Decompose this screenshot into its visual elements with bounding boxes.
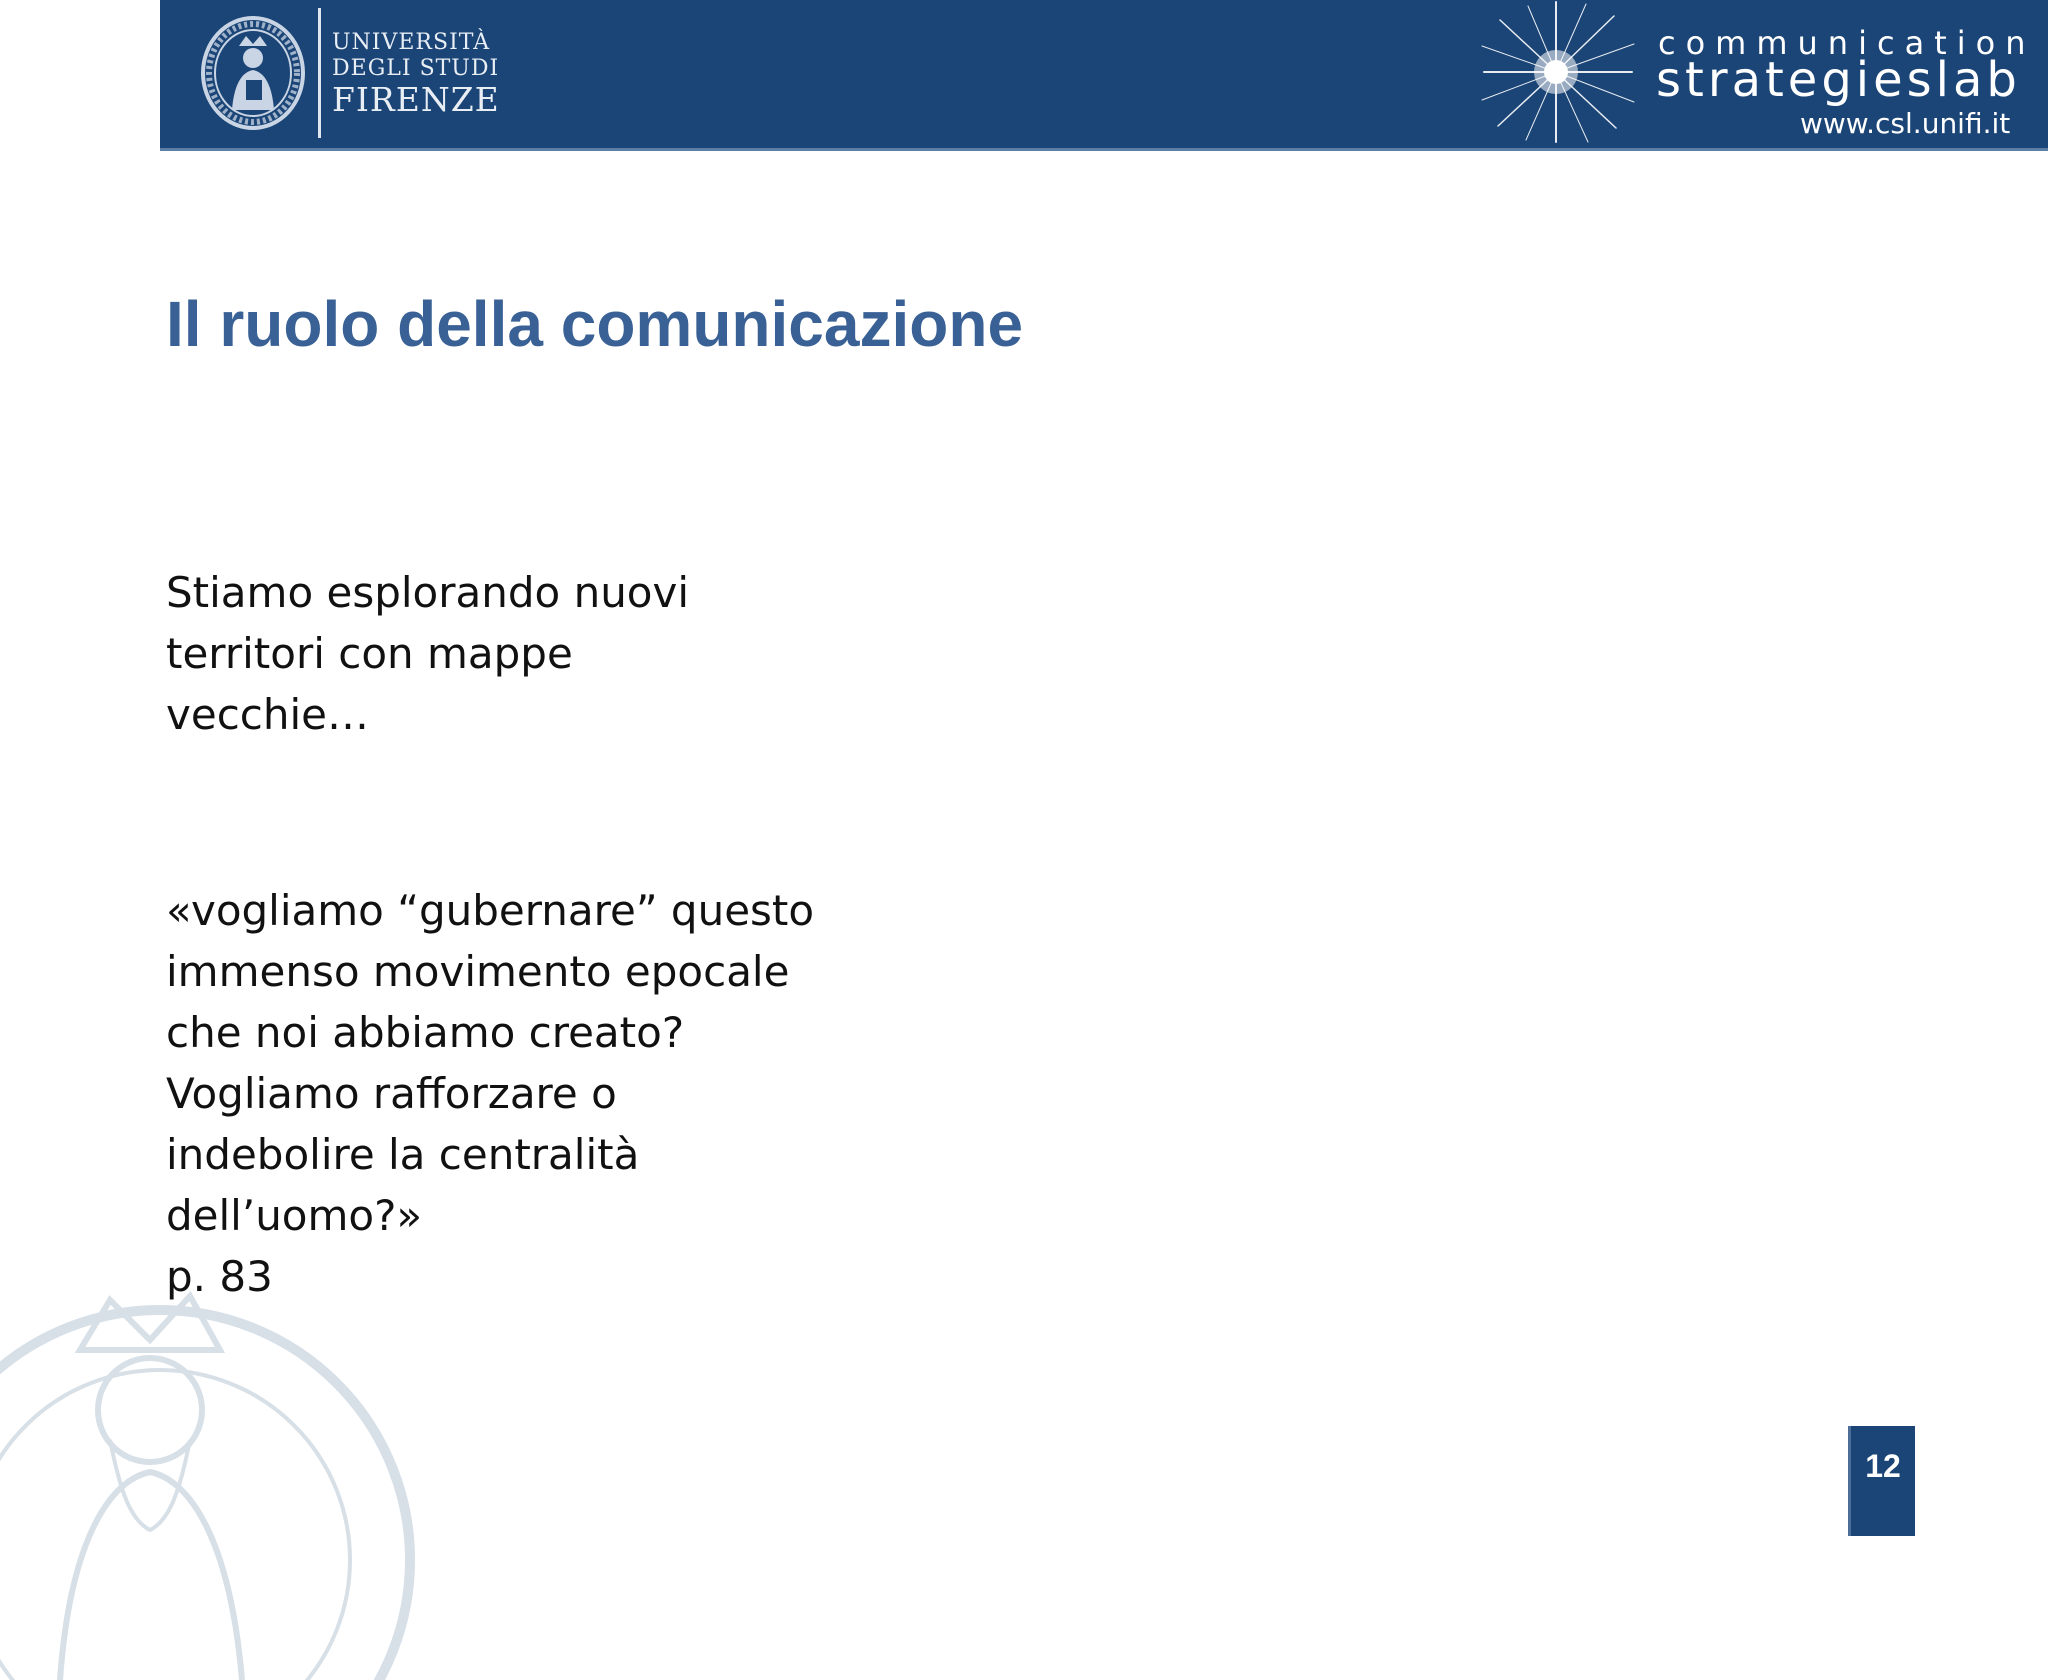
quote-line: immenso movimento epocale xyxy=(166,947,790,996)
lab-url: www.csl.unifi.it xyxy=(1800,107,2011,140)
university-name-line-1: UNIVERSITÀ xyxy=(332,30,491,55)
logo-divider xyxy=(318,8,321,138)
quote-line: indebolire la centralità xyxy=(166,1130,640,1179)
body-paragraph-1 xyxy=(166,562,886,745)
quote-line: che noi abbiamo creato? xyxy=(166,1008,685,1057)
lab-name-bottom: strategieslab xyxy=(1656,52,2021,108)
body-paragraph-2 xyxy=(166,880,886,1307)
starburst-icon xyxy=(1476,0,1640,146)
quote-line: Vogliamo rafforzare o xyxy=(166,1069,617,1118)
body-line: territori con mappe xyxy=(166,629,573,678)
page-reference: p. 83 xyxy=(166,1252,273,1301)
body-line: Stiamo esplorando nuovi xyxy=(166,568,690,617)
page-number: 12 xyxy=(1848,1426,1915,1536)
body-line: vecchie… xyxy=(166,690,370,739)
university-seal-icon xyxy=(198,14,308,132)
quote-line: «vogliamo “gubernare” questo xyxy=(166,886,815,935)
header-bar xyxy=(160,0,2048,151)
quote-line: dell’uomo?» xyxy=(166,1191,423,1240)
university-name-line-2: DEGLI STUDI xyxy=(332,56,500,81)
lab-name-top: communication xyxy=(1658,24,2036,62)
slide-title: Il ruolo della comunicazione xyxy=(166,288,1024,360)
university-name-line-3: FIRENZE xyxy=(332,80,500,119)
seal-watermark-icon xyxy=(0,1260,440,1680)
